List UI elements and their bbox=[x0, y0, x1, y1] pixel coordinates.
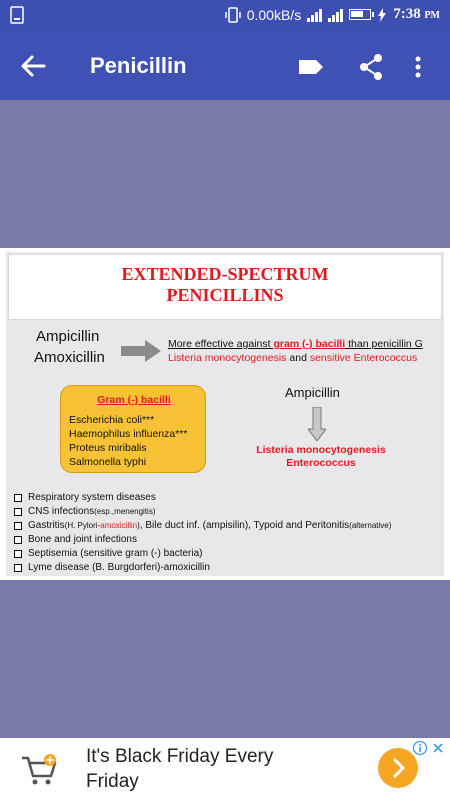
target-enterococcus: Enterococcus bbox=[286, 457, 356, 469]
slide-content bbox=[6, 252, 444, 576]
share-icon[interactable] bbox=[356, 52, 386, 82]
ad-text[interactable] bbox=[86, 744, 273, 794]
ampicillin-targets bbox=[246, 444, 396, 470]
list-item: Lyme disease (B. Burgdorferi)-amoxicillin bbox=[14, 562, 210, 573]
ad-line-2: Friday bbox=[86, 771, 139, 792]
list-item: Haemophilus influenza*** bbox=[69, 428, 188, 440]
list-item: Proteus miribalis bbox=[69, 442, 147, 454]
list-item: Respiratory system diseases bbox=[14, 492, 156, 503]
ampicillin-label: Ampicillin bbox=[285, 385, 340, 400]
gram-negative-title: Gram (-) bacilli bbox=[97, 394, 171, 406]
clock: 7:38 PM bbox=[393, 6, 440, 22]
app-bar bbox=[0, 32, 450, 100]
list-item: CNS infections (esp.,menengitis) bbox=[14, 506, 156, 517]
status-bar bbox=[0, 0, 450, 32]
drug-ampicillin: Ampicillin bbox=[36, 328, 100, 345]
drug-amoxicillin: Amoxicillin bbox=[34, 349, 105, 366]
more-vert-icon[interactable] bbox=[408, 52, 428, 82]
net-speed: 0.00kB/s bbox=[246, 6, 302, 23]
target-listeria: Listeria monocytogenesis bbox=[256, 444, 386, 456]
list-item: Gastritis (H. Pylori- amoxicillin ) , Bile duct inf. (ampisilin), Typoid and Peritonitis (alternative) bbox=[14, 520, 391, 531]
list-item: Septisemia (sensitive gram (-) bacteria) bbox=[14, 548, 203, 559]
effect-line-1: More effective against gram (-) bacilli than penicillin G bbox=[168, 338, 423, 350]
ad-close-icon[interactable] bbox=[430, 740, 446, 756]
list-item: Escherichia coli*** bbox=[69, 414, 155, 426]
slide-title-line2: PENICILLINS bbox=[166, 285, 284, 305]
notification-icon bbox=[10, 6, 24, 27]
down-arrow-icon bbox=[308, 407, 326, 441]
arrow-back-icon[interactable] bbox=[18, 52, 48, 80]
list-item: Bone and joint infections bbox=[14, 534, 137, 545]
chevron-right-icon[interactable] bbox=[378, 748, 418, 788]
slide-title bbox=[8, 254, 442, 320]
signal-2-icon bbox=[328, 8, 343, 22]
status-icons bbox=[225, 6, 440, 23]
right-arrow-icon bbox=[121, 340, 161, 362]
vibrate-icon bbox=[225, 7, 241, 23]
shopping-cart-icon[interactable] bbox=[20, 752, 58, 790]
charging-icon bbox=[377, 8, 387, 22]
label-icon[interactable] bbox=[296, 52, 326, 82]
gram-negative-box bbox=[60, 385, 206, 473]
slide-title-line1: EXTENDED-SPECTRUM bbox=[121, 264, 329, 284]
effect-line-2: Listeria monocytogenesis and sensitive Enterococcus bbox=[168, 352, 418, 364]
battery-icon bbox=[349, 9, 371, 20]
signal-1-icon bbox=[307, 8, 322, 22]
ad-line-1: It's Black Friday Every bbox=[86, 746, 274, 767]
page-title: Penicillin bbox=[90, 53, 187, 78]
slide-image[interactable] bbox=[0, 248, 450, 580]
list-item: Salmonella typhi bbox=[69, 456, 147, 468]
